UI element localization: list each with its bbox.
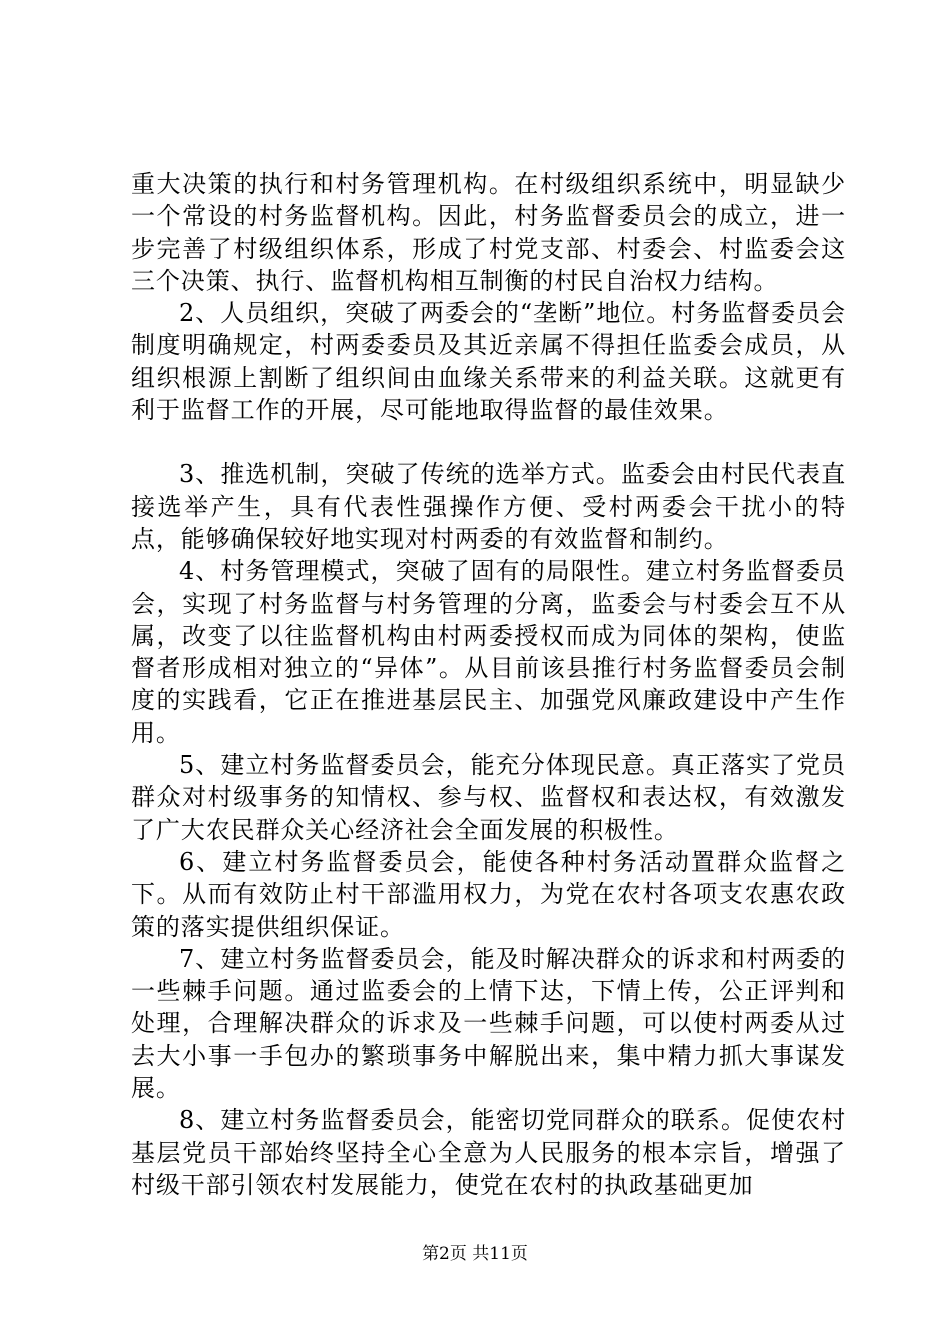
paragraph-5: 5、建立村务监督委员会，能充分体现民意。真正落实了党员群众对村级事务的知情权、参与权、监督权和表达权，有效激发了广大农民群众关心经济社会全面发展的积极性。 xyxy=(131,751,846,844)
paragraph-2: 2、人员组织，突破了两委会的“垄断”地位。村务监督委员会制度明确规定，村两委委员及其近亲属不得担任监委会成员，从组织根源上割断了组织间由血缘关系带来的利益关联。这就更有利于监督工作的开展，尽可能地取得监督的最佳效果。 xyxy=(131,299,846,425)
paragraph-3: 3、推选机制，突破了传统的选举方式。监委会由村民代表直接选举产生，具有代表性强操作方便、受村两委会干扰小的特点，能够确保较好地实现对村两委的有效监督和制约。 xyxy=(131,460,846,553)
paragraph-8: 8、建立村务监督委员会，能密切党同群众的联系。促使农村基层党员干部始终坚持全心全意为人民服务的根本宗旨，增强了村级干部引领农村发展能力，使党在农村的执政基础更加 xyxy=(131,1106,846,1199)
page-number-label: 第2页 共11页 xyxy=(422,1244,528,1264)
document-body xyxy=(131,168,846,1201)
paragraph-7: 7、建立村务监督委员会，能及时解决群众的诉求和村两委的一些棘手问题。通过监委会的上情下达，下情上传，公正评判和处理，合理解决群众的诉求及一些棘手问题，可以使村两委从过去大小事一手包办的繁琐事务中解脱出来，集中精力抓大事谋发展。 xyxy=(131,944,846,1103)
paragraph-6: 6、建立村务监督委员会，能使各种村务活动置群众监督之下。从而有效防止村干部滥用权力，为党在农村各项支农惠农政策的落实提供组织保证。 xyxy=(131,847,846,941)
paragraph-4: 4、村务管理模式，突破了固有的局限性。建立村务监督委员会，实现了村务监督与村务管理的分离，监委会与村委会互不从属，改变了以往监督机构由村两委授权而成为同体的架构，使监督者形成相对独立的“异体”。从目前该县推行村务监督委员会制度的实践看，它正在推进基层民主、加强党风廉政建设中产生作用。 xyxy=(131,557,846,747)
page-footer xyxy=(0,1243,950,1265)
paragraph-1: 重大决策的执行和村务管理机构。在村级组织系统中，明显缺少一个常设的村务监督机构。因此，村务监督委员会的成立，进一步完善了村级组织体系，形成了村党支部、村委会、村监委会这三个决策、执行、监督机构相互制衡的村民自治权力结构。 xyxy=(131,170,846,295)
